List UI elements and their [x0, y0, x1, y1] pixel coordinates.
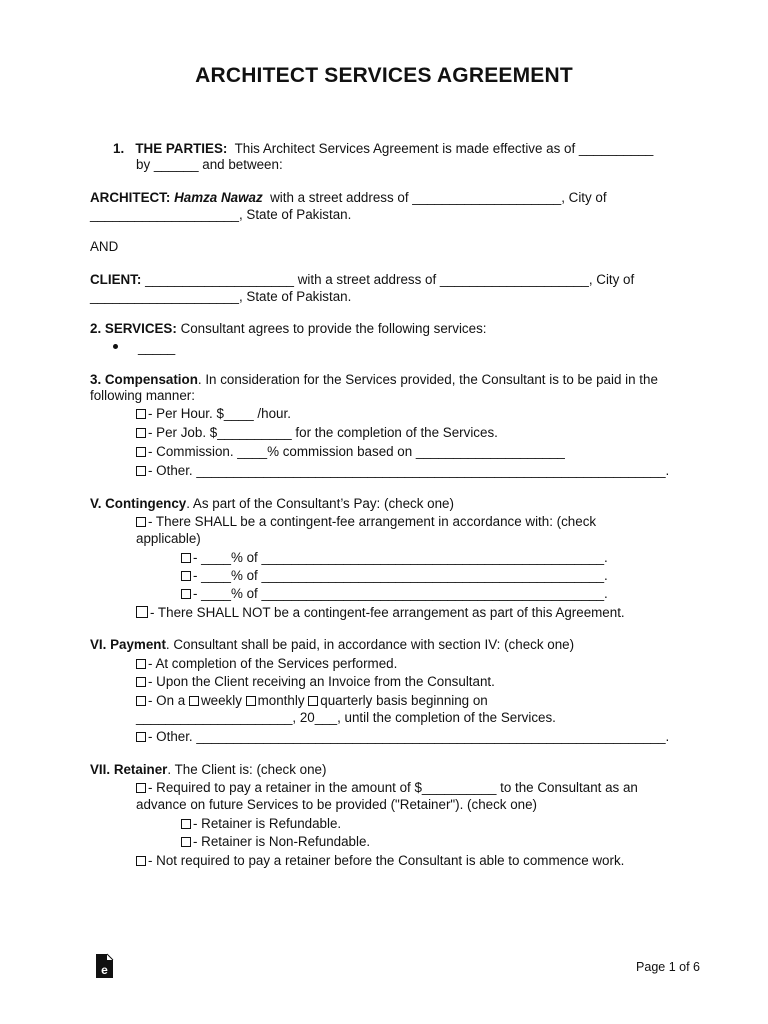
retainer-heading: VII. Retainer [90, 762, 168, 777]
option-label: - Retainer is Refundable. [193, 816, 342, 831]
architect-address: with a street address of ____________________, City of [270, 190, 607, 205]
payment-option [136, 655, 397, 672]
compensation-heading: 3. Compensation [90, 372, 198, 387]
option-label: - On a [148, 693, 186, 708]
contingency-option-shall [136, 513, 596, 530]
compensation-line-1 [90, 371, 658, 388]
checkbox-commission[interactable] [136, 447, 146, 457]
payment-option [136, 673, 495, 690]
checkbox-contingent-pct-3[interactable] [181, 589, 191, 599]
parties-line-2: by ______ and between: [136, 157, 283, 172]
option-label: - There SHALL be a contingent-fee arrangement in accordance with: (check [148, 514, 597, 529]
option-label: - At completion of the Services performed. [148, 656, 398, 671]
checkbox-contingent-shall[interactable] [136, 517, 146, 527]
contingency-sub-option [181, 585, 608, 602]
option-label: - Per Hour. $____ /hour. [148, 406, 291, 421]
option-label: - There SHALL NOT be a contingent-fee arrangement as part of this Agreement. [150, 605, 625, 620]
services-bullet-text: _____ [138, 340, 176, 355]
parties-text: This Architect Services Agreement is made effective as of __________ [234, 141, 654, 156]
option-label: - Other. _______________________________________________________________. [148, 463, 670, 478]
parties-number: 1. [113, 141, 125, 156]
client-line-2: ____________________, State of Pakistan. [90, 289, 352, 304]
client-address: ____________________ with a street address of ____________________, City of [145, 272, 635, 287]
services-heading: 2. SERVICES: [90, 321, 177, 336]
weekly-label: weekly [200, 693, 242, 708]
architect-name: Hamza Nawaz [174, 190, 263, 205]
option-label: - ____% of ______________________________________________. [193, 586, 608, 601]
monthly-label: monthly [257, 693, 305, 708]
checkbox-quarterly[interactable] [308, 696, 318, 706]
checkbox-refundable[interactable] [181, 819, 191, 829]
svg-text:e: e [101, 963, 108, 977]
contingency-sub-option [181, 549, 608, 566]
parties-heading: THE PARTIES: [135, 141, 228, 156]
checkbox-per-job[interactable] [136, 428, 146, 438]
bullet-icon [113, 344, 118, 349]
checkbox-payment-invoice[interactable] [136, 677, 146, 687]
client-label: CLIENT: [90, 272, 142, 287]
services-text: Consultant agrees to provide the following services: [180, 321, 487, 336]
contingency-option-shall-not [136, 604, 625, 621]
architect-line-2: ____________________, State of Pakistan. [90, 207, 352, 222]
checkbox-retainer-not-required[interactable] [136, 856, 146, 866]
quarterly-label: quarterly basis beginning on [320, 693, 488, 708]
client-line-1 [90, 271, 634, 288]
eforms-logo-icon [94, 953, 114, 979]
checkbox-weekly[interactable] [189, 696, 199, 706]
retainer-option-required-cont: advance on future Services to be provided ("Retainer"). (check one) [136, 797, 538, 812]
page-number: Page 1 of 6 [636, 960, 700, 974]
compensation-text: . In consideration for the Services provided, the Consultant is to be paid in the [197, 372, 658, 387]
checkbox-payment-other[interactable] [136, 732, 146, 742]
compensation-option [136, 443, 565, 460]
retainer-sub-option [181, 833, 370, 850]
payment-schedule-line-2: _____________________, 20___, until the completion of the Services. [136, 710, 556, 725]
checkbox-contingent-pct-2[interactable] [181, 571, 191, 581]
option-label: - Commission. ____% commission based on ____________________ [148, 444, 565, 459]
retainer-option-required [136, 779, 638, 796]
option-label: - ____% of ______________________________________________. [193, 550, 608, 565]
payment-heading: VI. Payment [90, 637, 166, 652]
checkbox-contingent-pct-1[interactable] [181, 553, 191, 563]
and-text: AND [90, 239, 119, 254]
option-label: - Retainer is Non-Refundable. [193, 834, 371, 849]
contingency-heading: V. Contingency [90, 496, 187, 511]
checkbox-payment-completion[interactable] [136, 659, 146, 669]
contingency-sub-option [181, 567, 608, 584]
compensation-option [136, 462, 669, 479]
option-label: - Required to pay a retainer in the amount of $__________ to the Consultant as an [148, 780, 638, 795]
retainer-text: . The Client is: (check one) [167, 762, 327, 777]
option-label: - Other. _______________________________________________________________. [148, 729, 670, 744]
architect-line-1 [90, 189, 607, 206]
document-title: ARCHITECT SERVICES AGREEMENT [195, 64, 573, 87]
payment-option [136, 728, 669, 745]
contingency-line-1 [90, 495, 454, 512]
compensation-option [136, 424, 498, 441]
parties-line-1 [113, 140, 653, 157]
checkbox-contingent-shall-not[interactable] [136, 606, 148, 618]
retainer-sub-option [181, 815, 341, 832]
contingency-text: . As part of the Consultant’s Pay: (check one) [186, 496, 454, 511]
services-line [90, 320, 486, 337]
option-label: - Not required to pay a retainer before the Consultant is able to commence work. [148, 853, 625, 868]
services-bullet-item [113, 339, 175, 356]
retainer-line-1 [90, 761, 326, 778]
payment-text: . Consultant shall be paid, in accordance with section IV: (check one) [165, 637, 575, 652]
payment-line-1 [90, 636, 574, 653]
compensation-line-2: following manner: [90, 388, 195, 403]
contingency-option-shall-cont: applicable) [136, 531, 201, 546]
checkbox-non-refundable[interactable] [181, 837, 191, 847]
retainer-option-not-required [136, 852, 624, 869]
compensation-option [136, 405, 291, 422]
payment-option-schedule [136, 692, 488, 709]
checkbox-retainer-required[interactable] [136, 783, 146, 793]
option-label: - Per Job. $__________ for the completion of the Services. [148, 425, 498, 440]
option-label: - Upon the Client receiving an Invoice from the Consultant. [148, 674, 495, 689]
checkbox-monthly[interactable] [246, 696, 256, 706]
checkbox-payment-schedule[interactable] [136, 696, 146, 706]
option-label: - ____% of ______________________________________________. [193, 568, 608, 583]
checkbox-per-hour[interactable] [136, 409, 146, 419]
architect-label: ARCHITECT: [90, 190, 171, 205]
checkbox-other[interactable] [136, 466, 146, 476]
